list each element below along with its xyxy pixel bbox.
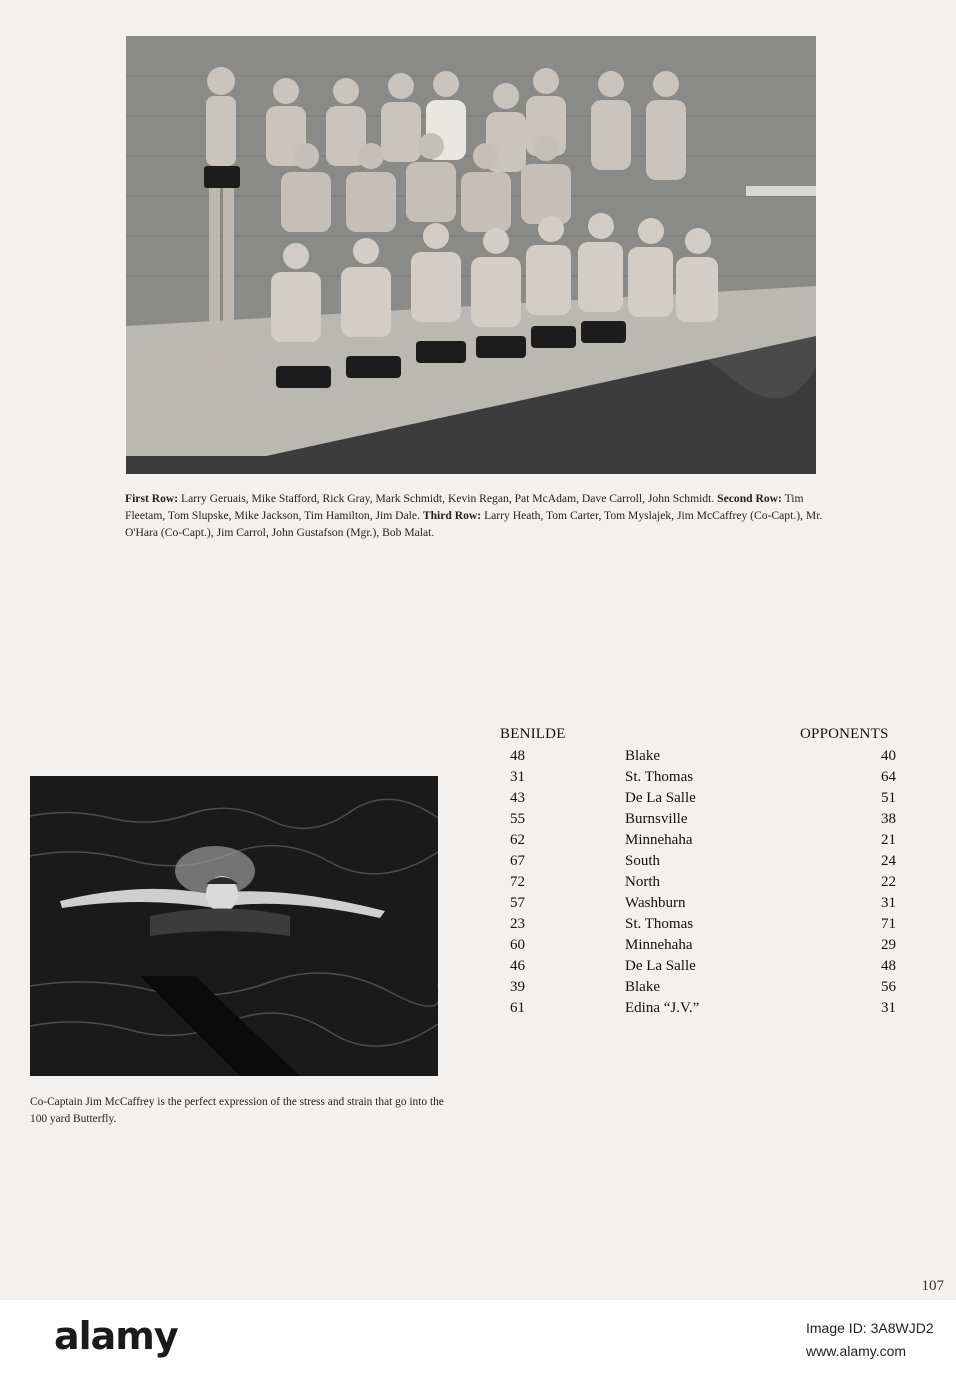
benilde-score: 23 [510, 916, 525, 932]
opponent-name: St. Thomas [625, 769, 694, 785]
benilde-score: 57 [510, 895, 525, 911]
opponent-score: 29 [881, 937, 896, 953]
opponent-name: De La Salle [625, 958, 696, 974]
benilde-score: 48 [510, 748, 525, 764]
result-row [500, 958, 900, 979]
opponent-score: 31 [881, 895, 896, 911]
result-row [500, 769, 900, 790]
opponent-name: De La Salle [625, 790, 696, 806]
opponents-header: OPPONENTS [800, 726, 889, 742]
result-row [500, 895, 900, 916]
opponent-name: Blake [625, 979, 660, 995]
result-row [500, 748, 900, 769]
alamy-logo: alamy [54, 1314, 178, 1358]
page-number: 107 [921, 1278, 944, 1294]
result-row [500, 874, 900, 895]
butterfly-swimmer-illustration [30, 776, 438, 1076]
opponent-name: North [625, 874, 660, 890]
swimmer-caption: Co-Captain Jim McCaffrey is the perfect expression of the stress and strain that go into the 100 yard Butterfly. [30, 1096, 444, 1125]
benilde-score: 46 [510, 958, 525, 974]
benilde-score: 72 [510, 874, 525, 890]
team-photo-illustration [126, 36, 816, 474]
opponent-name: Edina “J.V.” [625, 1000, 700, 1016]
opponent-score: 40 [881, 748, 896, 764]
opponent-score: 21 [881, 832, 896, 848]
opponent-score: 51 [881, 790, 896, 806]
benilde-score: 62 [510, 832, 525, 848]
alamy-url[interactable]: www.alamy.com [806, 1343, 907, 1359]
opponent-name: Minnehaha [625, 832, 693, 848]
team-photo [126, 36, 816, 474]
benilde-score: 67 [510, 853, 525, 869]
result-row [500, 916, 900, 937]
third-row-names: Larry Heath, Tom Carter, Tom Myslajek, Jim McCaffrey (Co-Capt.), Mr. O'Hara (Co-Capt.), Jim Carrol, John Gustafson (Mgr.), Bob Malat. [125, 509, 823, 539]
opponent-name: Blake [625, 748, 660, 764]
first-row-label: First Row: [125, 492, 179, 505]
benilde-header: BENILDE [500, 726, 566, 742]
result-row [500, 853, 900, 874]
result-row [500, 937, 900, 958]
opponent-name: Burnsville [625, 811, 688, 827]
opponent-score: 56 [881, 979, 896, 995]
first-row-names: Larry Geruais, Mike Stafford, Rick Gray, Mark Schmidt, Kevin Regan, Pat McAdam, Dave Carroll, John Schmidt. [181, 492, 715, 505]
opponent-name: St. Thomas [625, 916, 694, 932]
result-row [500, 832, 900, 853]
opponent-name: Washburn [625, 895, 686, 911]
opponent-score: 48 [881, 958, 896, 974]
opponent-score: 38 [881, 811, 896, 827]
result-row [500, 1000, 900, 1021]
opponent-score: 71 [881, 916, 896, 932]
second-row-label: Second Row: [717, 492, 782, 505]
benilde-score: 43 [510, 790, 525, 806]
opponent-name: Minnehaha [625, 937, 693, 953]
team-photo-caption [125, 490, 825, 541]
opponent-score: 22 [881, 874, 896, 890]
image-id: Image ID: 3A8WJD2 [806, 1320, 934, 1336]
butterfly-swimmer-photo [30, 776, 438, 1076]
opponent-score: 24 [881, 853, 896, 869]
benilde-score: 31 [510, 769, 525, 785]
opponent-score: 64 [881, 769, 896, 785]
benilde-score: 61 [510, 1000, 525, 1016]
benilde-score: 60 [510, 937, 525, 953]
result-row [500, 979, 900, 1000]
benilde-score: 55 [510, 811, 525, 827]
opponent-score: 31 [881, 1000, 896, 1016]
third-row-label: Third Row: [422, 509, 482, 522]
result-row [500, 790, 900, 811]
benilde-score: 39 [510, 979, 525, 995]
result-row [500, 811, 900, 832]
opponent-name: South [625, 853, 661, 869]
second-row-names: Tim Fleetam, Tom Slupske, Mike Jackson, Tim Hamilton, Jim Dale. [125, 492, 804, 522]
